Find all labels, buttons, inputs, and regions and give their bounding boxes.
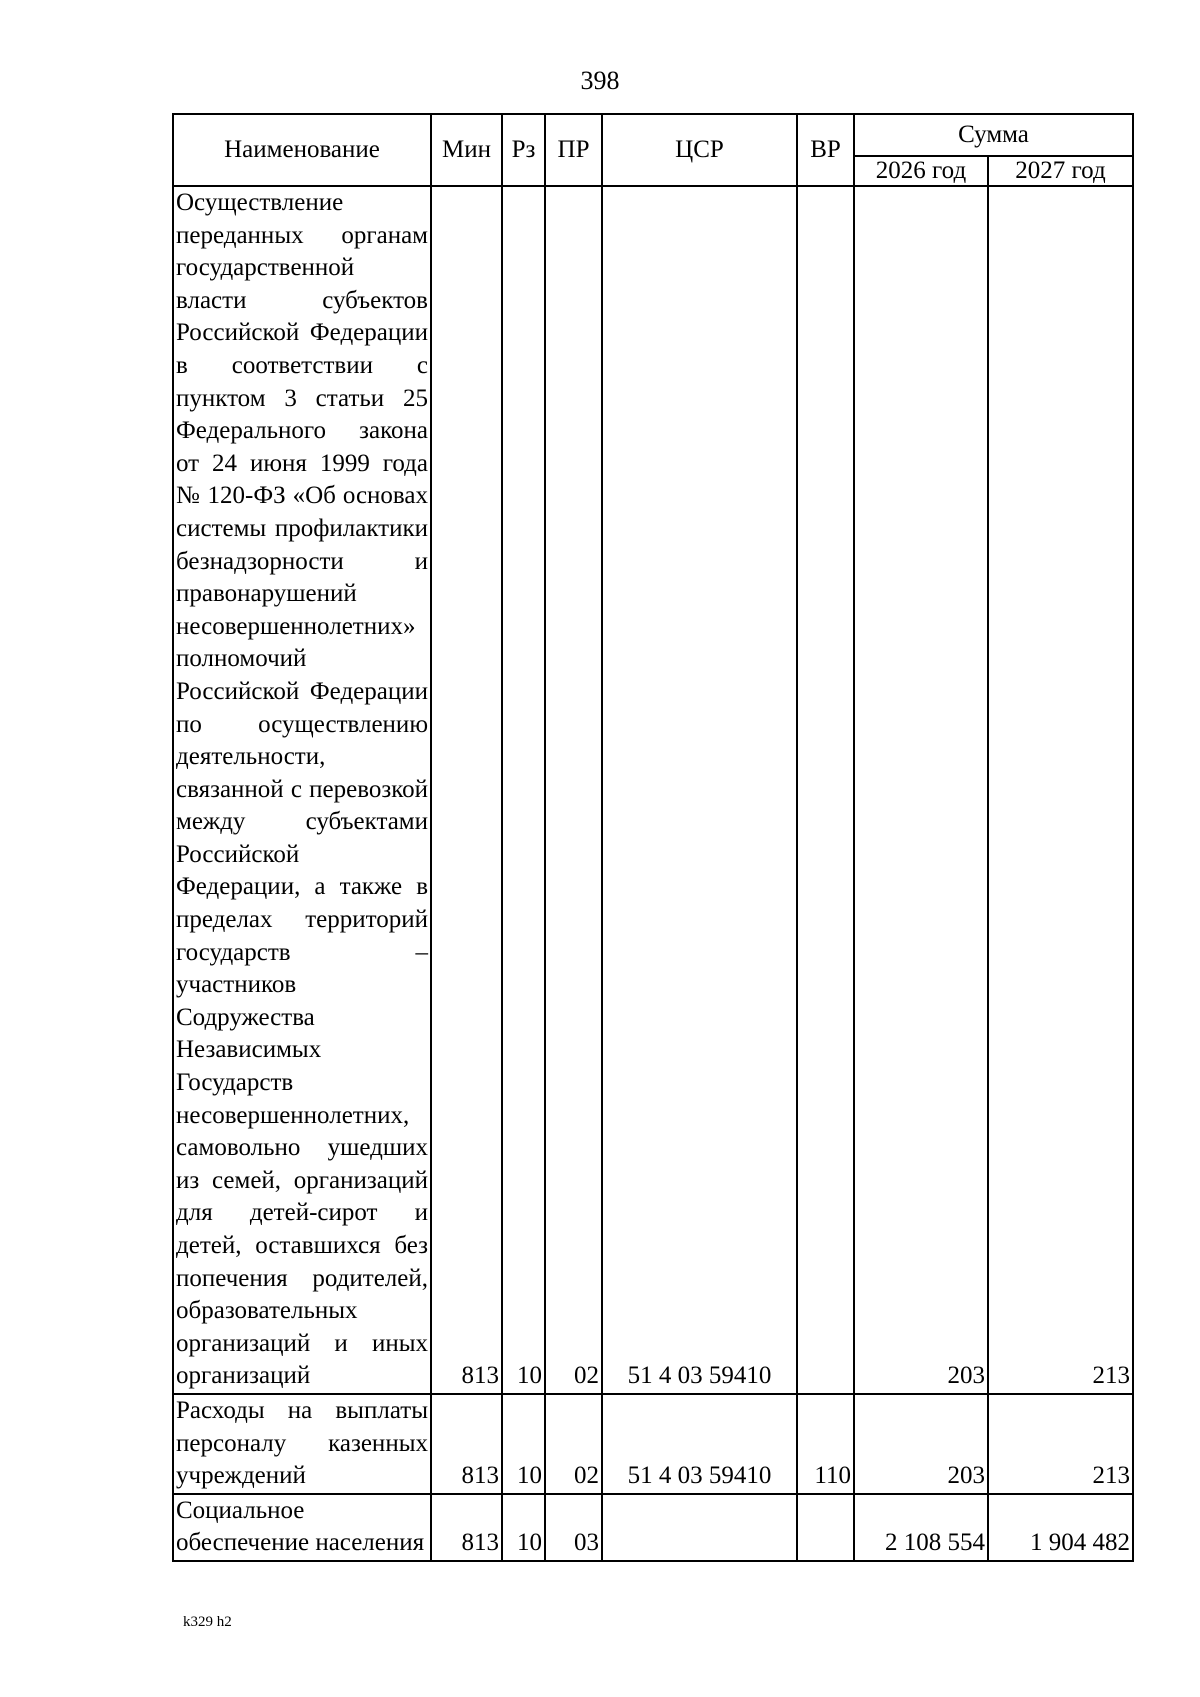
row-csr [602, 1494, 797, 1561]
row-pr: 02 [545, 1394, 602, 1494]
header-sum: Сумма [854, 114, 1133, 156]
row-pr: 02 [545, 186, 602, 1394]
header-year-2027: 2027 год [988, 156, 1133, 186]
row-sum-2027: 213 [988, 1394, 1133, 1494]
row-vr: 110 [797, 1394, 854, 1494]
header-min: Мин [431, 114, 502, 186]
header-csr: ЦСР [602, 114, 797, 186]
table-header [173, 114, 1133, 186]
row-name: Осуществление переданных органам государственной власти субъектов Российской Федерации в соответствии с пунктом 3 статьи 25 Федерального закона от 24 июня 1999 года № 120-ФЗ «Об основах системы профилактики безнадзорности и правонарушений несовершеннолетних» полномочий Российской Федерации по осуществлению деятельности, связанной с перевозкой между субъектами Российской Федерации, а также в пределах территорий государств – участников Содружества Независимых Государств несовершеннолетних, самовольно ушедших из семей, организаций для детей-сирот и детей, оставшихся без попечения родителей, образовательных организаций и иных организаций [173, 186, 431, 1394]
header-vr: ВР [797, 114, 854, 186]
row-csr: 51 4 03 59410 [602, 186, 797, 1394]
table-row [173, 1394, 1133, 1494]
row-rz: 10 [502, 1494, 545, 1561]
table-row [173, 1494, 1133, 1561]
row-name: Расходы на выплаты персоналу казенных учреждений [173, 1394, 431, 1494]
row-csr: 51 4 03 59410 [602, 1394, 797, 1494]
row-sum-2027: 1 904 482 [988, 1494, 1133, 1561]
row-min: 813 [431, 186, 502, 1394]
row-vr [797, 1494, 854, 1561]
header-name: Наименование [173, 114, 431, 186]
row-min: 813 [431, 1494, 502, 1561]
table-row [173, 186, 1133, 1394]
row-name: Социальное обеспечение населения [173, 1494, 431, 1561]
row-min: 813 [431, 1394, 502, 1494]
page-number: 398 [580, 66, 620, 95]
row-sum-2026: 203 [854, 1394, 988, 1494]
row-vr [797, 186, 854, 1394]
row-rz: 10 [502, 186, 545, 1394]
budget-table [172, 113, 1134, 1562]
header-rz: Рз [502, 114, 545, 186]
row-sum-2027: 213 [988, 186, 1133, 1394]
row-sum-2026: 203 [854, 186, 988, 1394]
document-code: k329 h2 [183, 1614, 232, 1630]
row-pr: 03 [545, 1494, 602, 1561]
row-sum-2026: 2 108 554 [854, 1494, 988, 1561]
row-rz: 10 [502, 1394, 545, 1494]
header-year-2026: 2026 год [854, 156, 988, 186]
header-pr: ПР [545, 114, 602, 186]
